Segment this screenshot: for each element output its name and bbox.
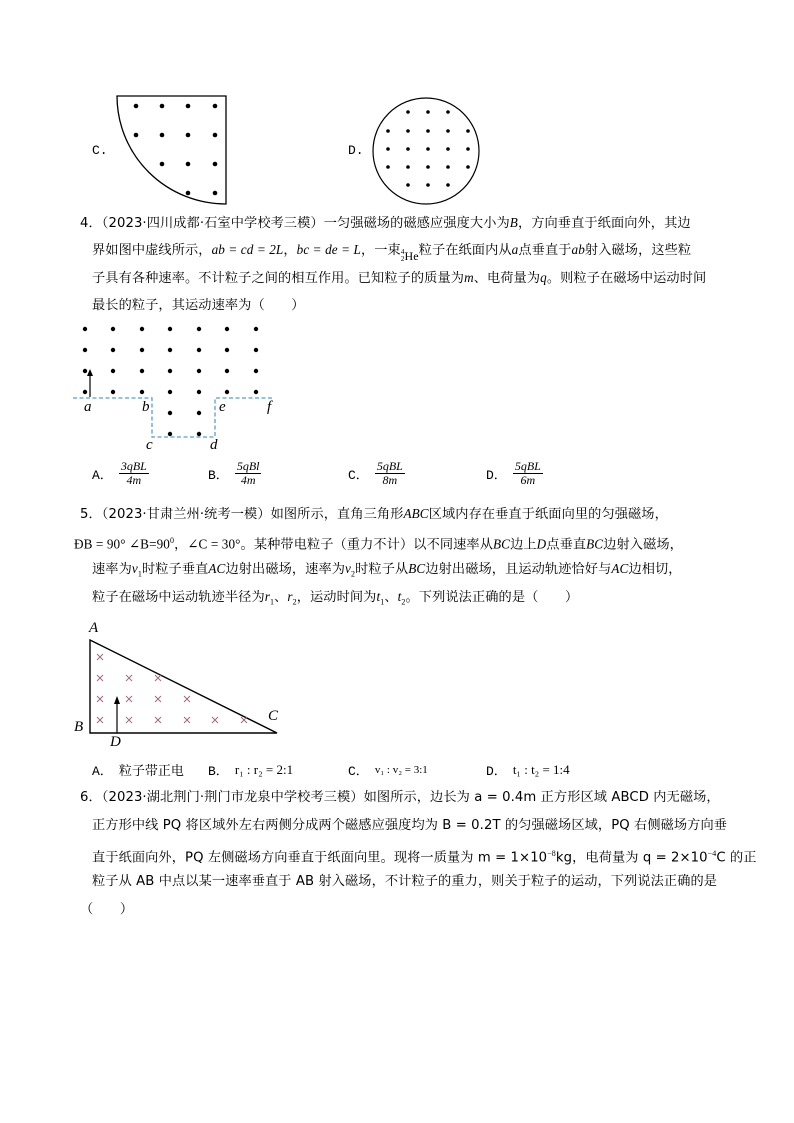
q6-text: 直于纸面向外，PQ 左侧磁场方向垂直于纸面向里。现将一质量为 m = 1×10: [92, 850, 548, 866]
q4-var-m: m: [464, 270, 474, 285]
q4-text: ，: [283, 243, 297, 258]
q4-text: 粒子在纸面内从: [418, 243, 512, 258]
q6-answer-blank: （ ）: [80, 902, 134, 917]
q5-text: 。某种带电粒子（重力不计）以不同速率从: [240, 537, 494, 553]
q4-text: 子具有各种速率。不计粒子之间的相互作用。已知粒子的质量为: [92, 271, 465, 286]
q4-text: 界如图中虚线所示，: [92, 243, 212, 258]
q6-line-1: [80, 790, 720, 806]
q6-text: 如图所示，边长为 a = 0.4m 正方形区域 ABCD 内无磁场，: [363, 790, 720, 805]
option-label: B．: [208, 468, 229, 483]
q5-var: v: [131, 561, 138, 576]
q5-text: 边射入磁场，: [603, 537, 683, 553]
q6-line-4: [92, 874, 717, 890]
q4-figure-label-b: b: [142, 399, 150, 415]
q4-number: 4．: [80, 216, 102, 231]
q5-var: t: [397, 589, 402, 604]
q4-text: 、电荷量为: [473, 271, 541, 286]
q4-text: 。则粒子在磁场中运动时间: [546, 271, 707, 286]
q4-eq-bc-de: bc = de = L: [296, 242, 361, 257]
q6-text: 正方形中线 PQ 将区域外左右两侧分成两个磁感应强度均为 B = 0.2T 的匀强磁场区域，PQ 右侧磁场方向垂: [92, 818, 728, 833]
q5-figure-label-c: C: [268, 708, 279, 724]
option-fraction: $\frac{\text{5qBl}}{4m}$: [236, 459, 260, 487]
q5-sub: 1: [137, 569, 142, 579]
q4-text: 射入磁场，这些粒: [584, 243, 692, 258]
q6-text: C 的正: [716, 850, 757, 866]
q4-text: 点垂直于: [518, 243, 572, 258]
q4-isotope-he: 4 2 He: [400, 248, 419, 263]
q4-text: ，一束: [360, 243, 401, 258]
option-text: v₁ : v₂ = 3:1: [374, 763, 428, 776]
q6-line-2: [92, 818, 727, 834]
q4-text: 最长的粒子，其运动速率为（ ）: [92, 298, 305, 313]
option-text: 粒子带正电: [118, 764, 184, 779]
q3-option-d-label: D.: [348, 143, 364, 158]
option-fraction: $\frac{\text{5qBL}}{8m}$: [376, 459, 403, 487]
q6-number: 6．: [80, 790, 102, 805]
q5-text: 边相切，: [628, 562, 682, 577]
q6-text: kg，电荷量为 q = 2×10: [555, 850, 708, 866]
q5-text: 、: [384, 590, 398, 605]
q4-eq-ab-cd: ab = cd = 2L: [211, 242, 284, 257]
q4-text: ，方向垂直于纸面向外，其边: [517, 216, 691, 231]
option-label: C．: [348, 764, 369, 779]
q5-var: r: [264, 589, 270, 604]
option-text: t₁ : t₂ = 1:4: [512, 761, 570, 777]
q5-text: 时粒子垂直: [141, 562, 209, 577]
q5-sub: 2: [292, 597, 297, 607]
q5-text: 点垂直: [546, 537, 587, 553]
q5-var: BC: [493, 536, 511, 552]
q5-figure-label-d: D: [110, 734, 121, 750]
option-label: B．: [208, 764, 229, 779]
q4-figure-label-a: a: [84, 399, 92, 415]
q5-var: AC: [611, 561, 629, 576]
q4-var-q: q: [540, 270, 547, 285]
q4-figure-label-c: c: [146, 437, 153, 453]
q4-figure-label-d: d: [210, 437, 218, 453]
option-fraction: $\frac{\text{5qBL}}{6m}$: [514, 459, 541, 487]
q5-option-a[interactable]: [92, 760, 184, 779]
q5-text: ，运动时间为: [296, 590, 377, 605]
q4-var-b: B: [509, 215, 518, 230]
q5-sub: 2: [351, 569, 356, 579]
option-label: D．: [486, 468, 507, 483]
q5-text: 边射出磁场，且运动轨迹恰好与: [425, 562, 612, 577]
q5-var: BC: [408, 561, 426, 576]
option-label: A．: [92, 468, 113, 483]
q6-text: 粒子从 AB 中点以某一速率垂直于 AB 射入磁场，不计粒子的重力，则关于粒子的运动，下列说法正确的是: [92, 874, 718, 889]
q5-option-b[interactable]: [208, 760, 293, 779]
q4-var-a: a: [511, 242, 519, 257]
q5-var: t: [376, 589, 381, 604]
q5-text: 时粒子从: [355, 562, 409, 577]
q5-sup: 0: [170, 536, 175, 545]
q5-text: 。下列说法正确的是（ ）: [405, 590, 579, 605]
q5-text: 、: [274, 590, 288, 605]
q5-text: 区域内存在垂直于纸面向里的匀强磁场，: [428, 507, 668, 522]
q5-number: 5．: [80, 507, 102, 522]
q5-var: v: [345, 561, 352, 576]
q3-option-c-label: C.: [92, 143, 108, 158]
q5-sub: 1: [380, 597, 385, 607]
q5-var: ABC: [403, 506, 429, 521]
option-label: C．: [348, 468, 369, 483]
q5-var: r: [287, 589, 293, 604]
q6-exponent: −4: [707, 849, 717, 858]
q5-text: 边射出磁场，速率为: [225, 562, 346, 577]
q4-text: 一匀强磁场的磁感应强度大小为: [323, 216, 510, 231]
q5-option-d[interactable]: [486, 760, 570, 779]
q6-exponent: −8: [547, 849, 556, 858]
q4-var-ab: ab: [571, 242, 585, 257]
q5-var: BC: [586, 536, 604, 552]
q5-var: D: [536, 536, 547, 552]
q5-text: 边上: [510, 537, 537, 553]
q6-line-5: [80, 902, 133, 918]
q6-line-3: [92, 846, 757, 866]
q5-figure-label-b: B: [74, 719, 84, 735]
q6-source: （2023·湖北荆门·荆门市龙泉中学校考三模）: [101, 790, 364, 805]
q5-angle-b: ∠B=90: [125, 536, 170, 552]
q4-figure-label-f: f: [267, 399, 272, 415]
q5-text: 如图所示，直角三角形: [270, 507, 404, 522]
q4-figure-label-e: e: [219, 399, 226, 415]
q5-sub: 1: [269, 597, 275, 607]
q5-sub: 2: [401, 597, 406, 607]
q5-var: AC: [208, 561, 226, 576]
option-text: r₁ : r₂ = 2:1: [234, 761, 294, 777]
q5-figure-label-a: A: [89, 620, 99, 636]
q5-text: 速率为: [92, 562, 132, 577]
q5-angle-c: ，∠C = 30°: [174, 536, 241, 552]
q5-text: 粒子在磁场中运动轨迹半径为: [92, 590, 265, 605]
option-label: A．: [92, 764, 113, 779]
q5-angle-b-garbled: ÐB = 90°: [74, 536, 126, 552]
option-label: D．: [486, 764, 507, 779]
q5-option-c[interactable]: [348, 760, 428, 779]
q5-source: （2023·甘肃兰州·统考一模）: [101, 507, 271, 522]
option-fraction: $\frac{\text{3qBL}}{4m}$: [120, 459, 147, 487]
q4-source: （2023·四川成都·石室中学校考三模）: [101, 216, 324, 231]
